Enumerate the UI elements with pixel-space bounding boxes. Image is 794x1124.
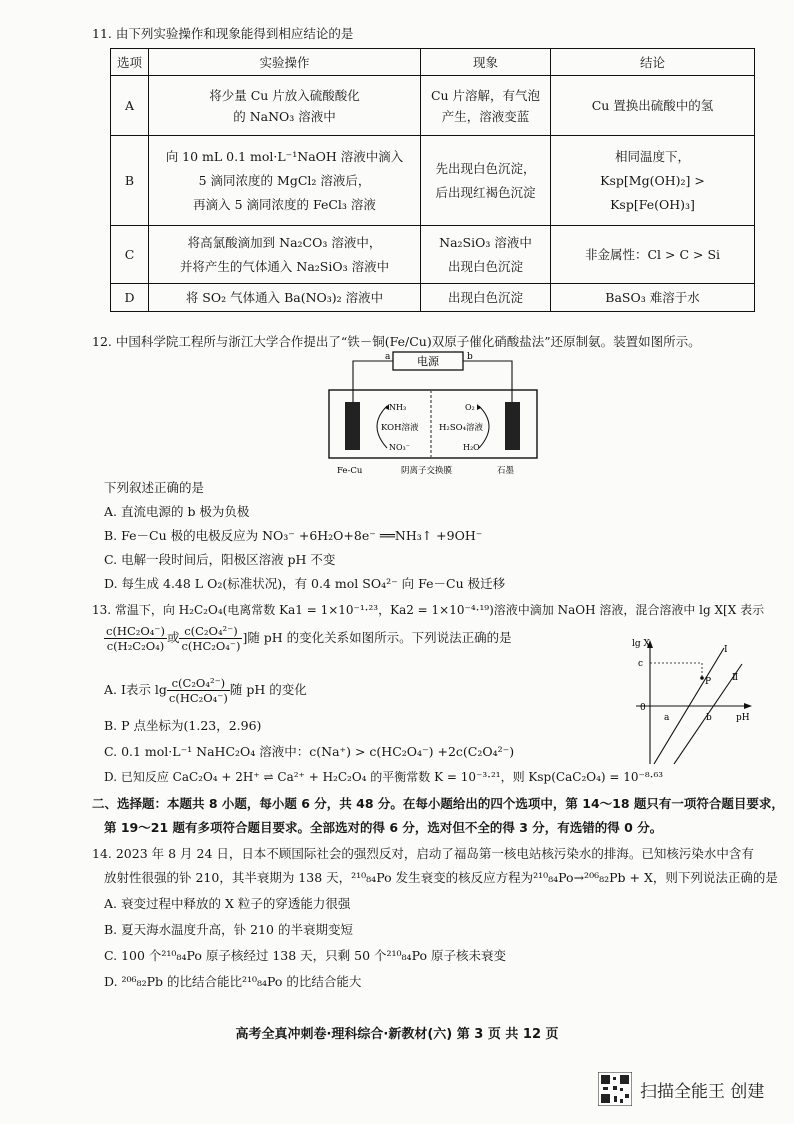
conclusion-line: 非金属性：Cl > C > Si <box>584 247 721 262</box>
row-conclusion <box>551 226 755 284</box>
point-p <box>700 676 704 680</box>
q13-fraction-2: $\frac{\text{c(C₂O₄²⁻)}}{\text{c(HC₂O₄⁻)}}$ <box>181 624 241 653</box>
koh-label: KOH溶液 <box>381 423 419 433</box>
row-phenomenon <box>421 76 551 136</box>
conclusion-line: Ksp[Mg(OH)₂] > <box>600 172 705 188</box>
p-label: P <box>705 677 712 687</box>
phenomenon-line: 出现白色沉淀 <box>447 290 523 305</box>
row-conclusion <box>551 284 755 312</box>
q13-option-d: D. 已知反应 CaC₂O₄ + 2H⁺ ⇌ Ca²⁺ + H₂C₂O₄ 的平衡常数 K = 10⁻³·²¹，则 Ksp(CaC₂O₄) = 10⁻⁸·⁶³ <box>104 770 664 784</box>
operation-line: 将 SO₂ 气体通入 Ba(NO₃)₂ 溶液中 <box>185 290 384 305</box>
operation-line: 并将产生的气体通入 Na₂SiO₃ 溶液中 <box>179 258 390 274</box>
q13-or: 或 <box>166 630 180 645</box>
conclusion-line: BaSO₃ 难溶于水 <box>605 290 700 305</box>
table-row <box>111 226 755 284</box>
conclusion-line: 相同温度下， <box>614 148 690 164</box>
q12-prompt: 下列叙述正确的是 <box>104 480 205 495</box>
phenomenon-line: Cu 片溶解，有气泡 <box>430 87 541 103</box>
line-i-label: Ⅰ <box>724 645 728 655</box>
operation-line: 的 NaNO₃ 溶液中 <box>233 108 336 124</box>
header-option: 选项 <box>111 49 149 76</box>
h2o-label: H₂O <box>463 443 480 452</box>
row-option: B <box>111 136 149 226</box>
q12-option-d: D. 每生成 4.48 L O₂(标准状况)，有 0.4 mol SO₄²⁻ 向 Fe－Cu 极迁移 <box>104 576 506 591</box>
q14-option-c: C. 100 个²¹⁰₈₄Po 原子核经过 138 天，只剩 50 个²¹⁰₈₄Po 原子核未衰变 <box>104 948 506 963</box>
c-tick-label: c <box>638 659 644 669</box>
table-row <box>111 136 755 226</box>
q13-stem-line2 <box>104 624 512 653</box>
row-phenomenon <box>421 284 551 312</box>
terminal-b-label: b <box>467 352 473 362</box>
table-row <box>111 284 755 312</box>
phenomenon-line: 出现白色沉淀 <box>447 258 523 274</box>
h2so4-label: H₂SO₄溶液 <box>439 423 484 433</box>
operation-line: 再滴入 5 滴同浓度的 FeCl₃ 溶液 <box>193 196 376 212</box>
row-option: C <box>111 226 149 284</box>
row-option: D <box>111 284 149 312</box>
row-phenomenon <box>421 136 551 226</box>
q12-option-a: A. 直流电源的 b 极为负极 <box>104 504 250 519</box>
section2-line1: 二、选择题：本题共 8 小题，每小题 6 分，共 48 分。在每小题给出的四个选项中，第 14～18 题只有一项符合题目要求， <box>92 796 784 811</box>
membrane-label: 阴离子交换膜 <box>401 466 453 476</box>
header-phenomenon: 现象 <box>421 49 551 76</box>
nh3-label: NH₃ <box>389 403 407 412</box>
wire-left <box>353 361 393 408</box>
table-header-row <box>111 49 755 76</box>
q14-option-a: A. 衰变过程中释放的 X 粒子的穿透能力很强 <box>104 896 351 911</box>
graphite-electrode <box>505 402 520 450</box>
line-ii-label: Ⅱ <box>732 673 739 683</box>
scanner-text: 扫描全能王 创建 <box>640 1081 765 1102</box>
operation-line: 5 滴同浓度的 MgCl₂ 溶液后， <box>198 172 371 188</box>
q13-option-b: B. P 点坐标为(1.23，2.96) <box>104 718 262 733</box>
q14-line1: 14. 2023 年 8 月 24 日，日本不顾国际社会的强烈反对，启动了福岛第一核电站核污染水的排海。已知核污染水中含有 <box>92 846 754 861</box>
graphite-label: 石墨 <box>497 466 515 476</box>
row-operation <box>149 76 421 136</box>
phenomenon-line: Na₂SiO₃ 溶液中 <box>439 234 532 250</box>
q13-option-a-fraction: $\frac{\text{c(C₂O₄²⁻)}}{\text{c(HC₂O₄⁻)}}$ <box>168 676 228 705</box>
o2-label: O₂ <box>465 403 475 412</box>
operation-line: 向 10 mL 0.1 mol·L⁻¹NaOH 溶液中滴入 <box>165 148 404 164</box>
header-operation: 实验操作 <box>149 49 421 76</box>
power-label: 电源 <box>417 355 439 368</box>
q14-option-b: B. 夏天海水温度升高，钋 210 的半衰期变短 <box>104 922 353 937</box>
header-conclusion: 结论 <box>551 49 755 76</box>
section2-line2: 第 19～21 题有多项符合题目要求。全部选对的得 6 分，选对但不全的得 3 分，有选错的得 0 分。 <box>104 820 663 835</box>
phenomenon-line: 先出现白色沉淀， <box>435 160 536 176</box>
q11-table <box>110 48 755 312</box>
q11-stem: 11. 由下列实验操作和现象能得到相应结论的是 <box>92 26 354 41</box>
row-operation <box>149 226 421 284</box>
x-axis-label: pH <box>736 713 750 723</box>
electrolysis-diagram <box>315 350 555 478</box>
a-tick-label: a <box>664 713 670 723</box>
row-operation <box>149 136 421 226</box>
row-operation <box>149 284 421 312</box>
operation-line: 将少量 Cu 片放入硫酸酸化 <box>209 87 360 103</box>
x-axis-arrow <box>744 703 752 709</box>
q12-stem: 12. 中国科学院工程所与浙江大学合作提出了“铁－铜(Fe/Cu)双原子催化硝酸盐法”还原制氨。装置如图所示。 <box>92 334 701 349</box>
conclusion-line: Cu 置换出硫酸中的氢 <box>591 98 714 113</box>
table-row <box>111 76 755 136</box>
row-conclusion <box>551 136 755 226</box>
q12-option-b: B. Fe－Cu 极的电极反应为 NO₃⁻ +6H₂O+8e⁻ ══NH₃↑ +9OH⁻ <box>104 528 483 543</box>
q13-option-a: A. Ⅰ表示 lg $\frac{\text{c(C₂O₄²⁻)}}{\text{c(HC₂O₄⁻)}}$ 随 pH 的变化 <box>104 676 307 705</box>
row-conclusion <box>551 76 755 136</box>
phenomenon-line: 产生，溶液变蓝 <box>441 108 530 124</box>
qr-code-icon <box>598 1072 632 1106</box>
no3-label: NO₃⁻ <box>389 443 410 452</box>
origin-label: 0 <box>640 703 646 713</box>
operation-line: 将高氯酸滴加到 Na₂CO₃ 溶液中， <box>187 234 382 250</box>
terminal-a-label: a <box>385 352 391 362</box>
page-footer: 高考全真冲刺卷·理科综合·新教材(六) 第 3 页 共 12 页 <box>235 1027 559 1042</box>
q13-fraction-1: $\frac{\text{c(HC₂O₄⁻)}}{\text{c(H₂C₂O₄)}}$ <box>106 624 165 653</box>
q12-option-c: C. 电解一段时间后，阳极区溶液 pH 不变 <box>104 552 336 567</box>
phenomenon-line: 后出现红褐色沉淀 <box>435 184 536 200</box>
q13-stem-tail: ]随 pH 的变化关系如图所示。下列说法正确的是 <box>242 630 512 645</box>
row-phenomenon <box>421 226 551 284</box>
y-axis-label: lg X <box>632 639 650 649</box>
wire-right <box>463 361 512 408</box>
lgx-ph-graph <box>630 634 760 768</box>
q14-line2: 放射性很强的钋 210，其半衰期为 138 天，²¹⁰₈₄Po 发生衰变的核反应方程为²¹⁰₈₄Po→²⁰⁶₈₂Pb + X，则下列说法正确的是 <box>104 870 778 885</box>
scanner-watermark <box>598 1072 764 1106</box>
b-tick-label: b <box>706 713 712 723</box>
fe-cu-label: Fe-Cu <box>337 466 363 476</box>
q13-stem-line1: 13. 常温下，向 H₂C₂O₄(电离常数 Ka1 = 1×10⁻¹·²³，Ka2 = 1×10⁻⁴·¹⁹)溶液中滴加 NaOH 溶液，混合溶液中 lg X[X 表示 <box>92 603 765 617</box>
q13-option-c: C. 0.1 mol·L⁻¹ NaHC₂O₄ 溶液中：c(Na⁺) > c(HC₂O₄⁻) +2c(C₂O₄²⁻) <box>104 744 515 759</box>
fe-cu-electrode <box>345 402 360 450</box>
row-option: A <box>111 76 149 136</box>
q14-option-d: D. ²⁰⁶₈₂Pb 的比结合能比²¹⁰₈₄Po 的比结合能大 <box>104 974 362 989</box>
conclusion-line: Ksp[Fe(OH)₃] <box>610 196 695 212</box>
